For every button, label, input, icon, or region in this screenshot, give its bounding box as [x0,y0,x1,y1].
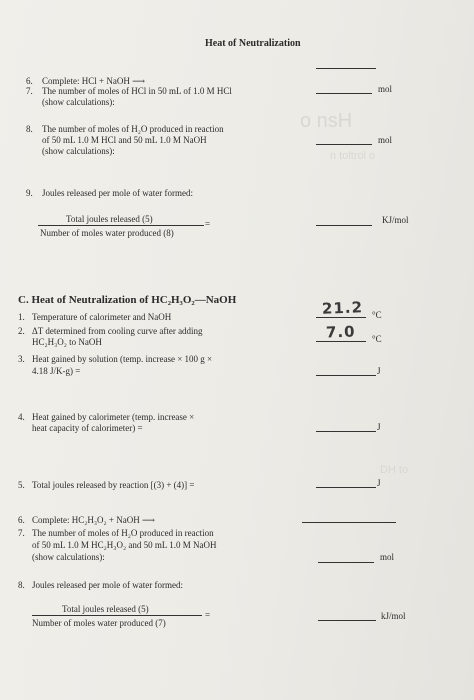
question-text: Total joules released by reaction [(3) + (4)] = [32,480,195,490]
fraction-numerator: Total joules released (5) [66,214,153,224]
question-text: (show calculations): [32,552,105,562]
question-text: Temperature of calorimeter and NaOH [32,312,172,322]
question-text: The number of moles of HCl in 50 mL of 1.0 M HCl [42,86,232,96]
unit-label: °C [372,310,382,320]
question-number: 3. [18,354,25,364]
question-text: The number of moles of H₂O produced in reaction [42,124,224,134]
answer-line[interactable] [316,487,376,488]
question-text: Joules released per mole of water formed: [42,188,193,198]
handwritten-answer: 7.0 [325,322,356,342]
equals-sign: = [205,610,211,620]
answer-line[interactable] [316,225,372,226]
question-text: (show calculations): [42,146,115,156]
answer-line[interactable] [318,620,376,621]
unit-label: kJ/mol [381,611,406,621]
fraction-denominator: Number of moles water produced (7) [32,618,166,628]
fraction-numerator: Total joules released (5) [62,604,149,614]
fraction-denominator: Number of moles water produced (8) [40,228,174,238]
fraction-bar [32,615,202,616]
question-text: The number of moles of H₂O produced in reaction [32,528,214,538]
answer-line[interactable] [316,68,376,69]
question-number: 6. [18,515,25,525]
answer-line[interactable] [318,562,374,563]
answer-line[interactable] [302,522,396,523]
question-text: Complete: HCl + NaOH ⟶ [42,76,145,86]
question-text: of 50 mL 1.0 M HC₂H₃O₂ and 50 mL 1.0 M NaOH [32,540,217,550]
question-number: 2. [18,326,25,336]
fraction-bar [38,225,204,226]
answer-line[interactable] [316,317,366,318]
unit-label: mol [378,84,393,94]
answer-line[interactable] [316,144,372,145]
unit-label: J [377,422,381,432]
answer-line[interactable] [316,93,372,94]
show-through-mark: DH to [380,464,409,476]
question-number: 8. [18,580,25,590]
question-text: ΔT determined from cooling curve after adding [32,326,203,336]
unit-label: mol [378,135,393,145]
show-through-mark: n toltrol o [330,150,376,162]
question-number: 7. [26,86,33,96]
question-text: HC₂H₃O₂ to NaOH [32,337,102,347]
answer-line[interactable] [316,375,376,376]
question-text: 4.18 J/K-g) = [32,366,81,376]
unit-label: mol [380,552,395,562]
unit-label: J [377,478,381,488]
unit-label: J [377,366,381,376]
unit-label: °C [372,334,382,344]
unit-label: KJ/mol [382,215,409,225]
question-text: Complete: HC₂H₃O₂ + NaOH ⟶ [32,515,155,525]
question-text: heat capacity of calorimeter) = [32,423,143,433]
answer-line[interactable] [316,341,366,342]
question-text: Heat gained by calorimeter (temp. increase × [32,412,195,422]
handwritten-answer: 21.2 [321,298,364,318]
question-number: 1. [18,312,25,322]
show-through-mark: o nsH [300,110,353,132]
question-number: 4. [18,412,25,422]
question-number: 9. [26,188,33,198]
question-text: (show calculations): [42,97,115,107]
question-text: of 50 mL 1.0 M HCl and 50 mL 1.0 M NaOH [42,135,207,145]
question-text: Heat gained by solution (temp. increase × 100 g × [32,354,213,364]
question-number: 6. [26,76,33,86]
section-title: C. Heat of Neutralization of HC₂H₃O₂—NaOH [18,294,237,306]
answer-line[interactable] [316,431,376,432]
question-text: Joules released per mole of water formed: [32,580,183,590]
page-title: Heat of Neutralization [205,38,301,49]
question-number: 7. [18,528,25,538]
question-number: 5. [18,480,25,490]
equals-sign: = [205,219,211,229]
question-number: 8. [26,124,33,134]
